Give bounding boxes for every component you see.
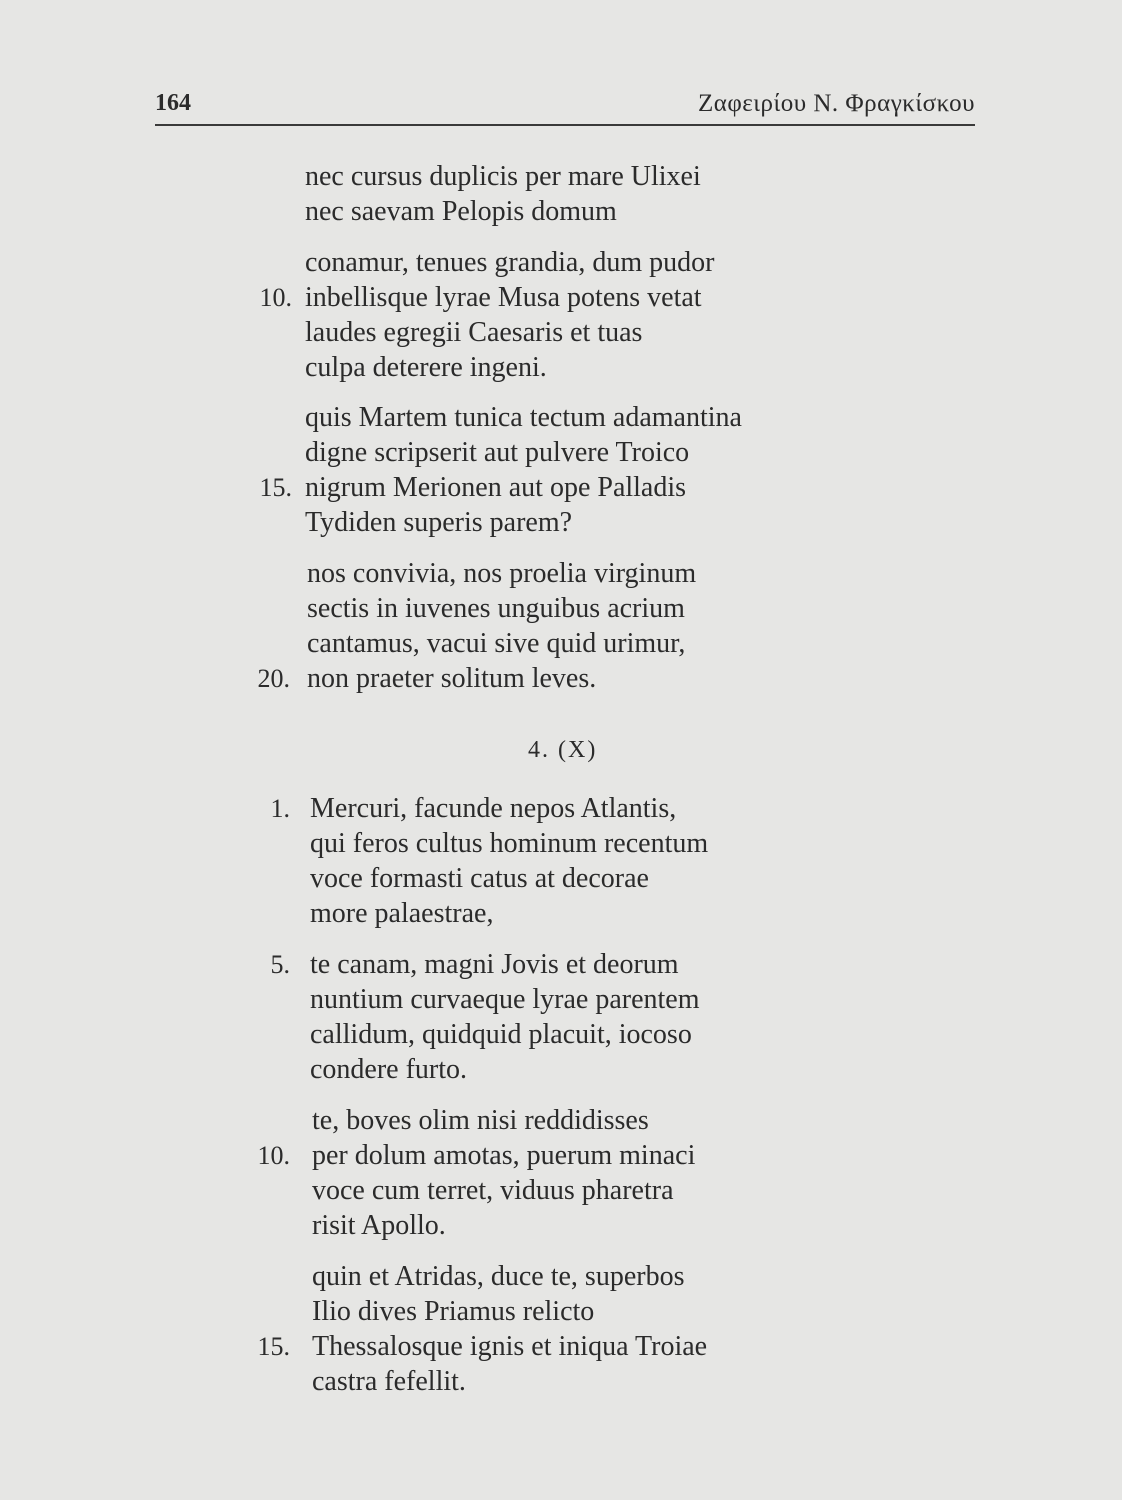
verse-line: Mercuri, facunde nepos Atlantis, — [310, 793, 677, 824]
verse-line: nec cursus duplicis per mare Ulixei — [305, 161, 701, 192]
verse-line: condere furto. — [310, 1054, 468, 1085]
line-number: 10. — [257, 1141, 290, 1170]
poem-title: 4. (X) — [528, 737, 598, 763]
line-number: 1. — [270, 794, 290, 823]
running-head: Ζαφειρίου Ν. Φραγκίσκου — [697, 90, 975, 117]
verse-line: sectis in iuvenes unguibus acrium — [307, 593, 685, 624]
verse-line: culpa deterere ingeni. — [305, 352, 547, 383]
verse-line: voce cum terret, viduus pharetra — [312, 1175, 674, 1206]
verse-line: cantamus, vacui sive quid urimur, — [307, 628, 686, 659]
verse-line: nigrum Merionen aut ope Palladis — [305, 472, 687, 503]
verse-line: te, boves olim nisi reddidisses — [312, 1105, 649, 1136]
verse-line: voce formasti catus at decorae — [310, 863, 649, 894]
line-number: 10. — [259, 283, 292, 312]
verse-line: per dolum amotas, puerum minaci — [312, 1140, 696, 1171]
header-rule — [155, 124, 975, 126]
verse-line: qui feros cultus hominum recentum — [310, 828, 709, 859]
verse-line: te canam, magni Jovis et deorum — [310, 949, 679, 980]
verse-line: inbellisque lyrae Musa potens vetat — [305, 282, 702, 313]
verse-line: more palaestrae, — [310, 898, 494, 929]
line-number: 5. — [270, 950, 290, 979]
verse-line: castra fefellit. — [312, 1366, 466, 1397]
verse-line: nos convivia, nos proelia virginum — [307, 558, 697, 589]
verse-line: quis Martem tunica tectum adamantina — [305, 402, 742, 433]
verse-line: non praeter solitum leves. — [307, 663, 597, 694]
verse-line: nuntium curvaeque lyrae parentem — [310, 984, 700, 1015]
verse-line: callidum, quidquid placuit, iocoso — [310, 1019, 692, 1050]
page-number: 164 — [155, 90, 191, 116]
verse-line: risit Apollo. — [312, 1210, 446, 1241]
page-header — [155, 90, 975, 126]
verse-line: conamur, tenues grandia, dum pudor — [305, 247, 715, 278]
verse-line: digne scripserit aut pulvere Troico — [305, 437, 690, 468]
line-number: 15. — [259, 473, 292, 502]
verse-line: quin et Atridas, duce te, superbos — [312, 1261, 685, 1292]
verse-line: laudes egregii Caesaris et tuas — [305, 317, 643, 348]
verse-line: Thessalosque ignis et iniqua Troiae — [312, 1331, 708, 1362]
verse-line: Tydiden superis parem? — [305, 507, 573, 538]
line-number: 15. — [257, 1332, 290, 1361]
line-number: 20. — [257, 664, 290, 693]
verse-line: Ilio dives Priamus relicto — [312, 1296, 595, 1327]
verse-line: nec saevam Pelopis domum — [305, 196, 617, 227]
